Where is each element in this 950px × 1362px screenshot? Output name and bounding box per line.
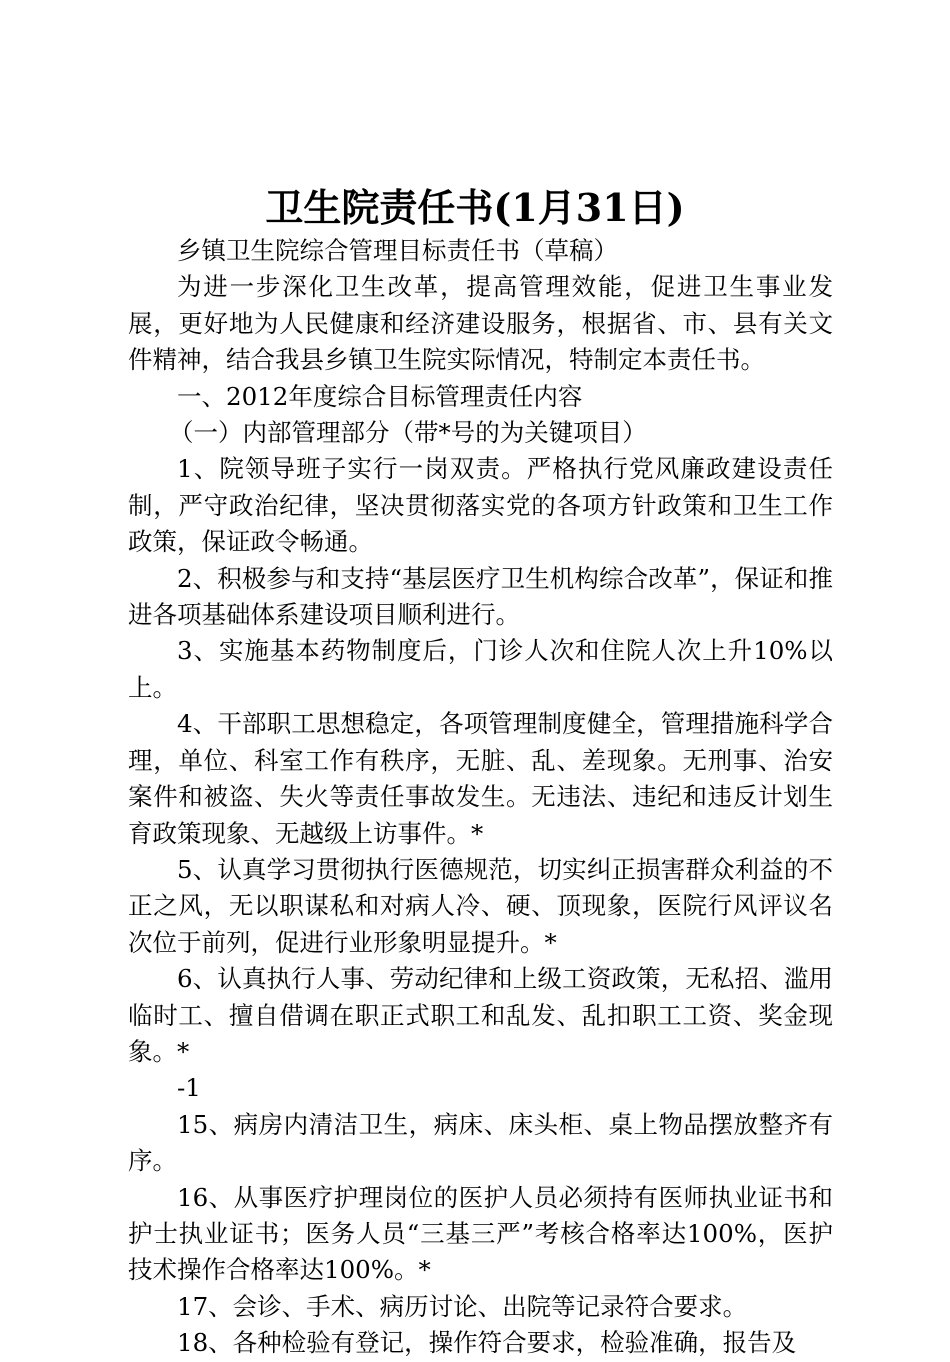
section-heading: 一、2012年度综合目标管理责任内容 <box>177 381 583 411</box>
item-paragraph: 2、积极参与和支持“基层医疗卫生机构综合改革”，保证和推进各项基础体系建设项目顺利进行。 <box>128 563 833 630</box>
item-paragraph: 18、各种检验有登记，操作符合要求，检验准确，报告及 <box>177 1328 797 1358</box>
page-number-mark: -1 <box>177 1073 201 1103</box>
item-paragraph: 3、实施基本药物制度后，门诊人次和住院人次上升10%以上。 <box>128 636 833 702</box>
item-paragraph: 15、病房内清洁卫生，病床、床头柜、桌上物品摆放整齐有序。 <box>128 1109 833 1176</box>
document-body <box>128 233 833 1362</box>
item-paragraph: 4、干部职工思想稳定，各项管理制度健全，管理措施科学合理，单位、科室工作有秩序，无脏、乱、差现象。无刑事、治安案件和被盗、失火等责任事故发生。无违法、违纪和违反计划生育政策现象、无越级上访事件。* <box>128 709 833 848</box>
item-paragraph: 16、从事医疗护理岗位的医护人员必须持有医师执业证书和护士执业证书；医务人员“三基三严”考核合格率达100%，医护技术操作合格率达100%。* <box>128 1182 833 1285</box>
subtitle-paragraph: 乡镇卫生院综合管理目标责任书（草稿） <box>177 236 618 265</box>
item-paragraph: 5、认真学习贯彻执行医德规范，切实纠正损害群众利益的不正之风，无以职谋私和对病人冷、硬、顶现象，医院行风评议名次位于前列，促进行业形象明显提升。* <box>128 854 833 957</box>
item-paragraph: 17、会诊、手术、病历讨论、出院等记录符合要求。 <box>177 1291 748 1321</box>
subsection-heading: （一）内部管理部分（带*号的为关键项目） <box>169 418 647 448</box>
intro-paragraph: 为进一步深化卫生改革，提高管理效能，促进卫生事业发展，更好地为人民健康和经济建设服务，根据省、市、县有关文件精神，结合我县乡镇卫生院实际情况，特制定本责任书。 <box>128 272 833 375</box>
document-title: 卫生院责任书(1月31日) <box>265 185 685 230</box>
item-paragraph: 6、认真执行人事、劳动纪律和上级工资政策，无私招、滥用临时工、擅自借调在职正式职工和乱发、乱扣职工工资、奖金现象。* <box>128 964 833 1066</box>
item-paragraph: 1、院领导班子实行一岗双责。严格执行党风廉政建设责任制，严守政治纪律，坚决贯彻落实党的各项方针政策和卫生工作政策，保证政令畅通。 <box>128 454 833 557</box>
